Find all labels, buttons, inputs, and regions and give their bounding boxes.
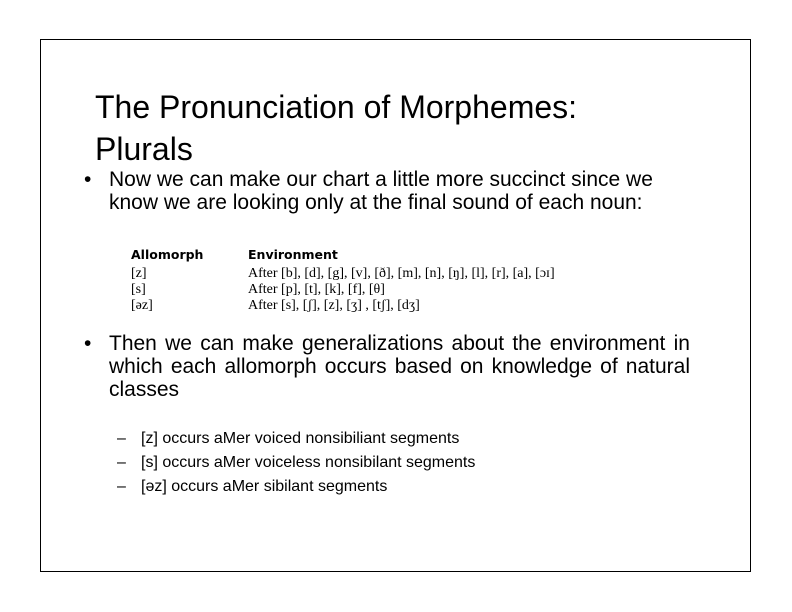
allomorph-cell: [s] [131, 282, 146, 297]
bullet-item-1 [84, 168, 690, 214]
header-environment: Environment [248, 247, 338, 262]
bullet-text-2: Then we can make generalizations about the environment in which each allomorph occurs based on knowledge of natural classes [109, 332, 690, 401]
sub-bullet-list [117, 427, 475, 499]
bullet-item-2 [84, 332, 690, 401]
table-row [131, 266, 555, 282]
title-line-1: The Pronunciation of Morphemes: [95, 89, 578, 125]
sub-bullet-text: [z] occurs aMer voiced nonsibiliant segments [141, 430, 460, 447]
sub-bullet-item [117, 451, 475, 475]
bullet-mark: • [84, 332, 92, 355]
slide-title [95, 86, 695, 170]
dash-mark: – [117, 454, 126, 471]
environment-cell: After [p], [t], [k], [f], [θ] [248, 282, 385, 297]
header-allomorph: Allomorph [131, 247, 204, 262]
table-header-row [131, 247, 555, 266]
sub-bullet-item [117, 475, 475, 499]
sub-bullet-item [117, 427, 475, 451]
allomorph-cell: [əz] [131, 298, 153, 313]
bullet-text-1: Now we can make our chart a little more succinct since we know we are looking only at the final sound of each noun: [109, 168, 653, 214]
title-line-2: Plurals [95, 131, 193, 167]
dash-mark: – [117, 430, 126, 447]
sub-bullet-text: [əz] occurs aMer sibilant segments [141, 478, 388, 495]
bullet-mark: • [84, 168, 92, 191]
allomorph-cell: [z] [131, 266, 147, 281]
allomorph-table [131, 247, 555, 314]
environment-cell: After [b], [d], [g], [v], [ð], [m], [n], [ŋ], [l], [r], [a], [ɔɪ] [248, 266, 555, 281]
table-row [131, 282, 555, 298]
environment-cell: After [s], [ʃ], [z], [ʒ] , [tʃ], [dʒ] [248, 298, 420, 313]
sub-bullet-text: [s] occurs aMer voiceless nonsibilant segments [141, 454, 476, 471]
table-row [131, 298, 555, 314]
dash-mark: – [117, 478, 126, 495]
